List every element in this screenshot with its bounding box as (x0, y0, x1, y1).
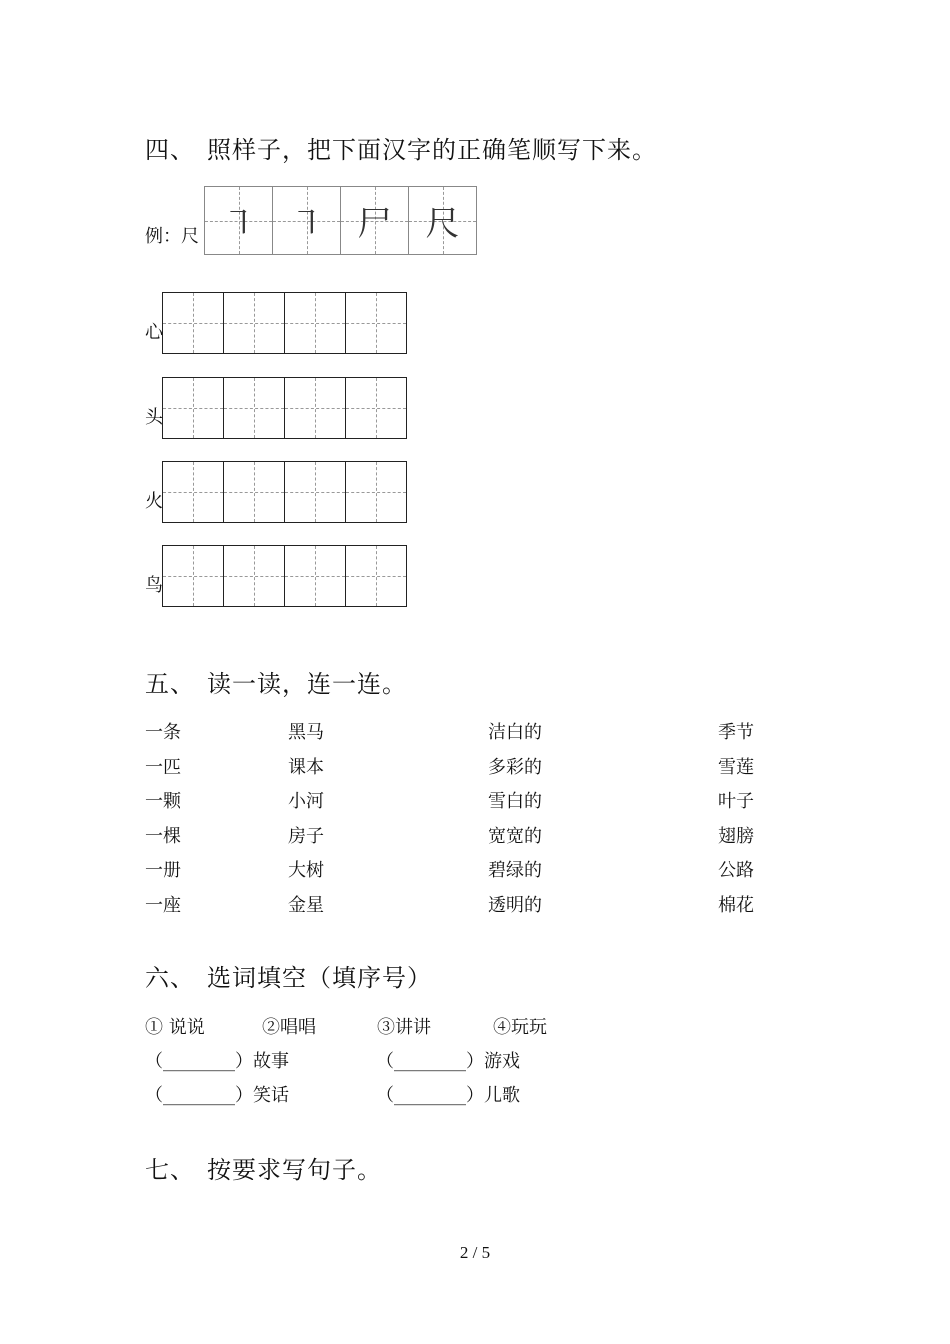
section4-title: 照样子，把下面汉字的正确笔顺写下来。 (207, 136, 657, 164)
option-item: ① 说说 (145, 1017, 205, 1038)
writing-cell[interactable] (345, 377, 407, 439)
match-item: 叶子 (718, 791, 754, 812)
match-item: 小河 (288, 791, 324, 812)
writing-cell[interactable] (162, 545, 224, 607)
match-item: 公路 (718, 860, 754, 881)
stroke-grid-xin[interactable] (162, 292, 406, 354)
writing-cell[interactable] (223, 377, 285, 439)
example-label: 例：尺 (145, 226, 199, 247)
stroke-grid-huo[interactable] (162, 461, 406, 523)
match-item: 课本 (288, 757, 324, 778)
section7-heading (145, 1150, 382, 1185)
match-item: 一条 (145, 722, 181, 743)
writing-cell[interactable] (284, 461, 346, 523)
writing-cell[interactable] (284, 545, 346, 607)
fill-blank[interactable]: （________）儿歌 (376, 1085, 520, 1106)
match-item: 碧绿的 (488, 860, 542, 881)
example-cell (204, 186, 273, 255)
option-item: ③讲讲 (377, 1017, 431, 1038)
section4-number: 四、 (145, 136, 195, 164)
example-grid (204, 186, 476, 248)
writing-cell[interactable] (345, 545, 407, 607)
match-item: 洁白的 (488, 722, 542, 743)
match-item: 雪白的 (488, 791, 542, 812)
section7-number: 七、 (145, 1156, 195, 1184)
match-item: 季节 (718, 722, 754, 743)
writing-cell[interactable] (284, 377, 346, 439)
section5-title: 读一读，连一连。 (207, 670, 407, 698)
match-item: 宽宽的 (488, 826, 542, 847)
match-item: 棉花 (718, 895, 754, 916)
match-item: 黑马 (288, 722, 324, 743)
example-cell (272, 186, 341, 255)
section7-title: 按要求写句子。 (207, 1156, 382, 1184)
page-number: 2 / 5 (459, 1243, 491, 1262)
match-item: 雪莲 (718, 757, 754, 778)
example-cell (340, 186, 409, 255)
example-stroke: 尺 (425, 204, 460, 244)
match-item: 一座 (145, 895, 181, 916)
section4-heading (145, 130, 657, 165)
match-item: 金星 (288, 895, 324, 916)
fill-blank[interactable]: （________）故事 (145, 1051, 289, 1072)
stroke-grid-tou[interactable] (162, 377, 406, 439)
writing-cell[interactable] (162, 292, 224, 354)
match-item: 一匹 (145, 757, 181, 778)
stroke-grid-niao[interactable] (162, 545, 406, 607)
match-item: 一册 (145, 860, 181, 881)
example-stroke: ㇕ (289, 204, 324, 244)
option-item: ②唱唱 (262, 1017, 316, 1038)
writing-cell[interactable] (284, 292, 346, 354)
example-stroke: ㇕ (221, 204, 256, 244)
section6-number: 六、 (145, 964, 195, 992)
stroke-char-label: 鸟 (145, 575, 163, 596)
section5-heading (145, 664, 407, 699)
section5-number: 五、 (145, 670, 195, 698)
writing-cell[interactable] (223, 545, 285, 607)
match-item: 一棵 (145, 826, 181, 847)
writing-cell[interactable] (223, 461, 285, 523)
fill-blank[interactable]: （________）笑话 (145, 1085, 289, 1106)
writing-cell[interactable] (162, 377, 224, 439)
example-cell (408, 186, 477, 255)
match-item: 一颗 (145, 791, 181, 812)
match-item: 翅膀 (718, 826, 754, 847)
match-item: 房子 (288, 826, 324, 847)
match-item: 大树 (288, 860, 324, 881)
section6-title: 选词填空（填序号） (207, 964, 432, 992)
match-item: 多彩的 (488, 757, 542, 778)
example-stroke: 尸 (357, 204, 392, 244)
match-item: 透明的 (488, 895, 542, 916)
writing-cell[interactable] (162, 461, 224, 523)
writing-cell[interactable] (223, 292, 285, 354)
stroke-char-label: 头 (145, 407, 163, 428)
writing-cell[interactable] (345, 461, 407, 523)
writing-cell[interactable] (345, 292, 407, 354)
option-item: ④玩玩 (493, 1017, 547, 1038)
stroke-char-label: 火 (145, 491, 163, 512)
section6-heading (145, 958, 432, 993)
fill-blank[interactable]: （________）游戏 (376, 1051, 520, 1072)
stroke-char-label: 心 (145, 322, 163, 343)
